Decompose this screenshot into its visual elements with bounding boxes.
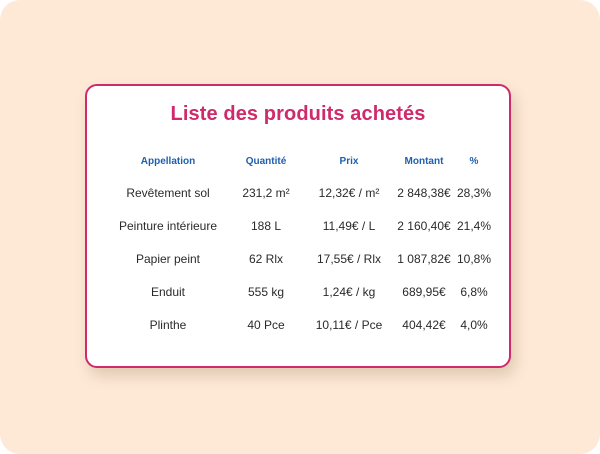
cell-quantite: 62 Rlx: [248, 251, 283, 266]
cell-percent: 21,4%: [456, 218, 492, 233]
cell-montant: 2 160,40€: [397, 218, 451, 233]
cell-montant: 2 848,38€: [397, 185, 451, 200]
products-table: [109, 146, 493, 341]
table-row: [109, 176, 493, 209]
cell-quantite: 555 kg: [247, 284, 285, 299]
cell-montant: 689,95€: [402, 284, 446, 299]
table-row: [109, 308, 493, 341]
cell-percent: 4,0%: [460, 317, 488, 332]
cell-appellation: Plinthe: [149, 317, 187, 332]
header-prix: Prix: [339, 155, 359, 167]
cell-prix: 12,32€ / m²: [318, 185, 380, 200]
cell-quantite: 188 L: [250, 218, 282, 233]
header-appellation: Appellation: [140, 155, 196, 167]
cell-percent: 10,8%: [456, 251, 492, 266]
cell-prix: 1,24€ / kg: [322, 284, 376, 299]
cell-prix: 10,11€ / Pce: [315, 317, 383, 332]
cell-percent: 28,3%: [456, 185, 492, 200]
table-row: [109, 275, 493, 308]
card-title: Liste des produits achetés: [170, 103, 426, 125]
header-percent: %: [469, 155, 479, 167]
cell-prix: 17,55€ / Rlx: [316, 251, 382, 266]
cell-percent: 6,8%: [460, 284, 488, 299]
cell-appellation: Papier peint: [135, 251, 201, 266]
cell-montant: 404,42€: [402, 317, 446, 332]
cell-appellation: Enduit: [150, 284, 186, 299]
cell-quantite: 40 Pce: [247, 317, 285, 332]
table-header-row: [109, 146, 493, 176]
table-row: [109, 242, 493, 275]
products-card: [85, 84, 511, 368]
header-montant: Montant: [404, 155, 444, 167]
cell-quantite: 231,2 m²: [242, 185, 290, 200]
header-quantite: Quantité: [245, 155, 287, 167]
cell-prix: 11,49€ / L: [322, 218, 376, 233]
cell-montant: 1 087,82€: [397, 251, 451, 266]
table-row: [109, 209, 493, 242]
cell-appellation: Peinture intérieure: [118, 218, 218, 233]
cell-appellation: Revêtement sol: [126, 185, 210, 200]
